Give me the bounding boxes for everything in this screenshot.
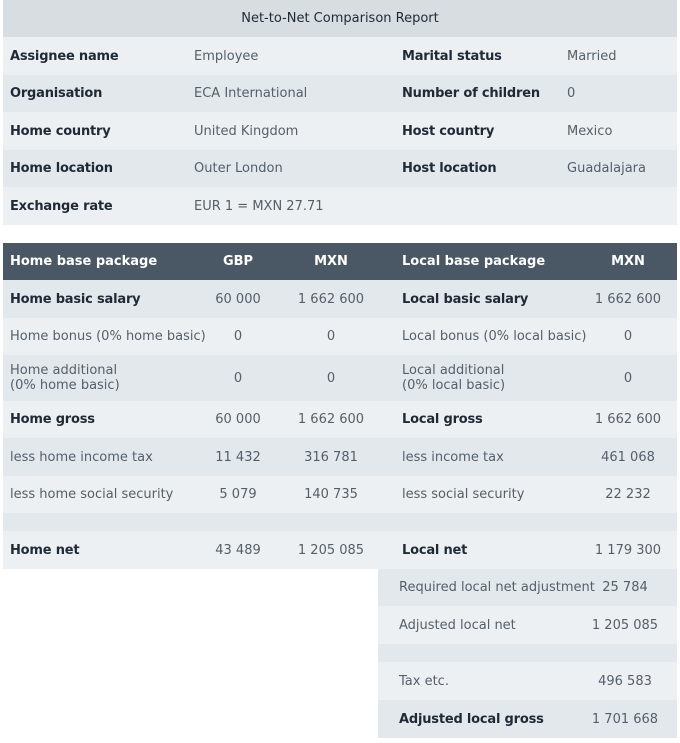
info-label: Host location	[402, 161, 497, 176]
table-row	[3, 318, 677, 355]
info-label: Home location	[10, 161, 113, 176]
info-label: Assignee name	[10, 48, 119, 64]
adjustment-label: Adjusted local net	[399, 617, 516, 633]
mxn-value: 1 662 600	[297, 291, 365, 307]
gbp-value: 60 000	[215, 291, 261, 307]
home-item-label-line: Home additional	[10, 363, 118, 378]
spacer-row	[378, 644, 677, 662]
info-row	[3, 112, 677, 150]
info-value: Outer London	[194, 161, 283, 176]
local-package-header: Local base package	[402, 254, 546, 269]
table-row	[3, 355, 677, 401]
gbp-value: 11 432	[215, 449, 261, 465]
adjustment-value: 25 784	[602, 580, 648, 595]
table-row	[3, 476, 677, 513]
local-item-label-line: (0% local basic)	[402, 378, 506, 393]
local-mxn-value: 461 068	[601, 449, 655, 465]
info-value: Mexico	[567, 123, 613, 139]
local-item-label: less income tax	[402, 449, 504, 465]
info-label: Organisation	[10, 86, 103, 101]
home-item-label: Home bonus (0% home basic)	[10, 329, 206, 344]
info-row	[3, 75, 677, 112]
local-item-label: less social security	[402, 487, 525, 502]
info-row	[3, 187, 677, 225]
local-mxn-value: 1 662 600	[594, 291, 662, 307]
info-label: Number of children	[402, 86, 540, 101]
home-item-label: Home net	[10, 542, 80, 558]
adjustment-label: Tax etc.	[399, 673, 449, 689]
adjustment-label: Adjusted local gross	[399, 711, 544, 727]
gbp-value: 0	[233, 329, 243, 344]
adjustment-value: 1 701 668	[591, 711, 659, 727]
info-value: ECA International	[194, 86, 308, 101]
info-value: 0	[567, 86, 576, 101]
local-item-label: Local net	[402, 542, 468, 558]
local-mxn-column-header: MXN	[611, 254, 645, 269]
mxn-value: 140 735	[304, 487, 358, 502]
local-item-label: Local bonus (0% local basic)	[402, 329, 587, 344]
mxn-value: 1 205 085	[297, 542, 365, 558]
mxn-value: 316 781	[304, 449, 358, 465]
report-title: Net-to-Net Comparison Report	[3, 0, 677, 37]
home-item-label	[10, 355, 120, 401]
home-item-label: less home income tax	[10, 449, 153, 465]
table-row	[3, 531, 677, 569]
adjustment-row	[378, 606, 677, 644]
table-row	[3, 280, 677, 318]
gbp-column-header: GBP	[222, 254, 254, 269]
info-row	[3, 150, 677, 187]
mxn-value: 0	[326, 370, 336, 386]
home-item-label: Home gross	[10, 412, 95, 427]
info-label: Home country	[10, 123, 111, 139]
info-value: EUR 1 = MXN 27.71	[194, 198, 324, 214]
gbp-value: 60 000	[215, 412, 261, 427]
local-mxn-value: 0	[623, 329, 633, 344]
table-row	[3, 401, 677, 438]
gbp-value: 0	[233, 370, 243, 386]
gbp-value: 43 489	[215, 542, 261, 558]
local-mxn-value: 0	[623, 370, 633, 386]
adjustment-row	[378, 569, 677, 606]
local-item-label-line: Local additional	[402, 363, 505, 378]
table-row	[3, 438, 677, 476]
adjustment-row	[378, 662, 677, 700]
info-value: Guadalajara	[567, 161, 646, 176]
info-value: Married	[567, 48, 617, 64]
package-header-row	[3, 243, 677, 280]
local-item-label	[402, 355, 505, 401]
info-value: Employee	[194, 48, 259, 64]
local-mxn-value: 1 662 600	[594, 412, 662, 427]
local-item-label: Local gross	[402, 412, 483, 427]
home-package-header: Home base package	[10, 254, 158, 269]
local-item-label: Local basic salary	[402, 291, 529, 307]
mxn-value: 0	[326, 329, 336, 344]
mxn-column-header: MXN	[314, 254, 348, 269]
local-mxn-value: 22 232	[605, 487, 651, 502]
local-mxn-value: 1 179 300	[594, 542, 662, 558]
info-value: United Kingdom	[194, 123, 299, 139]
adjustment-value: 496 583	[598, 673, 652, 689]
info-label: Marital status	[402, 48, 502, 64]
gbp-value: 5 079	[219, 487, 257, 502]
home-item-label: less home social security	[10, 487, 174, 502]
spacer-row	[3, 513, 677, 531]
mxn-value: 1 662 600	[297, 412, 365, 427]
adjustment-label: Required local net adjustment	[399, 580, 595, 595]
home-item-label-line: (0% home basic)	[10, 378, 120, 393]
info-row	[3, 37, 677, 75]
info-label: Host country	[402, 123, 495, 139]
home-item-label: Home basic salary	[10, 291, 141, 307]
adjustment-value: 1 205 085	[591, 617, 659, 633]
adjustment-row	[378, 700, 677, 738]
info-label: Exchange rate	[10, 198, 113, 214]
